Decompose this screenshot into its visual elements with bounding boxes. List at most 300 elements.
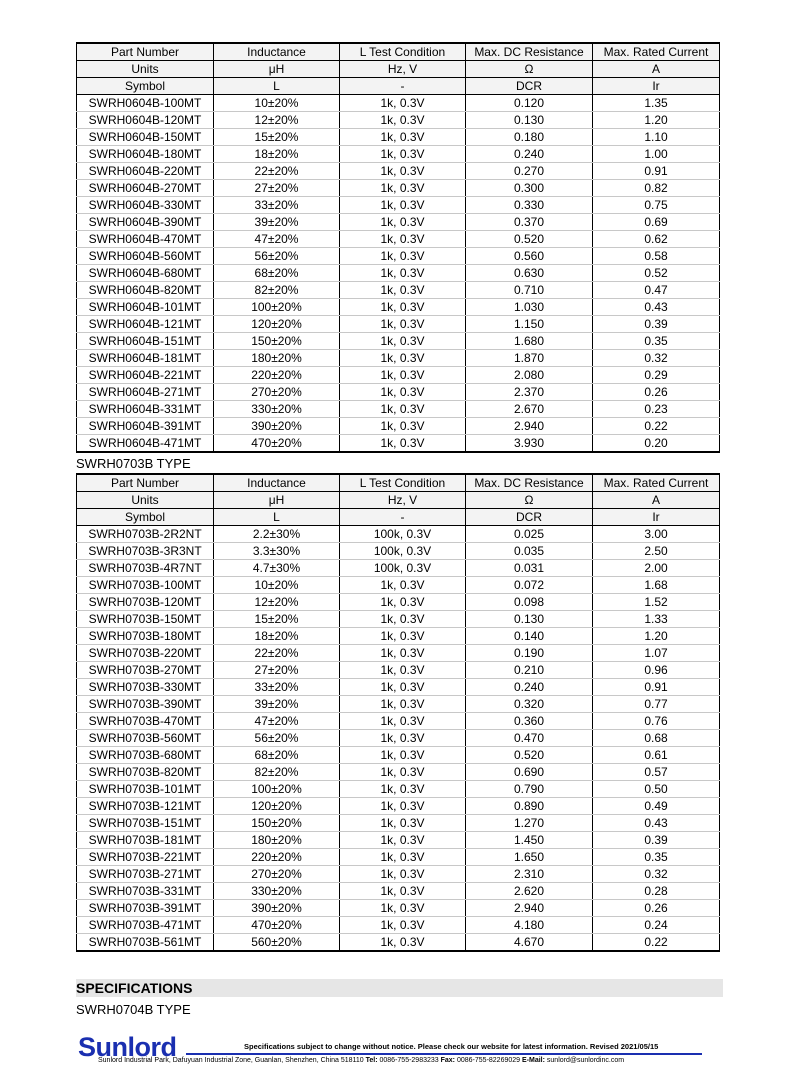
cell-dc-resistance: 1.680 [466, 333, 593, 350]
cell-rated-current: 0.22 [593, 418, 720, 435]
table-row [77, 129, 720, 146]
cell-inductance: 56±20% [214, 248, 340, 265]
spec-table-swrh0604b [76, 42, 720, 453]
fax-label: Fax: [440, 1057, 456, 1064]
cell-dc-resistance: 0.210 [466, 662, 593, 679]
cell-part-number: SWRH0703B-121MT [77, 798, 214, 815]
cell-part-number: SWRH0703B-560MT [77, 730, 214, 747]
cell-dc-resistance: 0.520 [466, 231, 593, 248]
cell-rated-current: 0.91 [593, 163, 720, 180]
cell-part-number: SWRH0604B-121MT [77, 316, 214, 333]
cell-rated-current: 0.20 [593, 435, 720, 453]
cell-l-test-condition: 1k, 0.3V [340, 265, 466, 282]
cell-rated-current: 1.20 [593, 112, 720, 129]
cell-rated-current: 0.32 [593, 866, 720, 883]
cell-rated-current: 0.49 [593, 798, 720, 815]
cell-l-test-condition: 1k, 0.3V [340, 214, 466, 231]
cell-dc-resistance: 1.450 [466, 832, 593, 849]
spec-sheet [76, 42, 719, 952]
email-label: E-Mail: [522, 1057, 545, 1064]
cell-rated-current: 0.50 [593, 781, 720, 798]
cell-inductance: 2.2±30% [214, 526, 340, 543]
cell-part-number: SWRH0604B-560MT [77, 248, 214, 265]
cell-part-number: SWRH0703B-180MT [77, 628, 214, 645]
symbol-dcr: DCR [466, 509, 593, 526]
table-row [77, 798, 720, 815]
header-row [77, 43, 720, 61]
cell-dc-resistance: 2.670 [466, 401, 593, 418]
cell-dc-resistance: 1.150 [466, 316, 593, 333]
cell-rated-current: 0.43 [593, 815, 720, 832]
cell-l-test-condition: 1k, 0.3V [340, 129, 466, 146]
units-row [77, 492, 720, 509]
cell-part-number: SWRH0703B-221MT [77, 849, 214, 866]
cell-l-test-condition: 1k, 0.3V [340, 815, 466, 832]
units-label: Units [77, 61, 214, 78]
cell-inductance: 22±20% [214, 645, 340, 662]
cell-inductance: 180±20% [214, 832, 340, 849]
table-row [77, 384, 720, 401]
table-row [77, 577, 720, 594]
table-row [77, 883, 720, 900]
table-row [77, 197, 720, 214]
cell-l-test-condition: 1k, 0.3V [340, 333, 466, 350]
cell-dc-resistance: 0.300 [466, 180, 593, 197]
cell-part-number: SWRH0604B-150MT [77, 129, 214, 146]
cell-l-test-condition: 1k, 0.3V [340, 112, 466, 129]
cell-rated-current: 0.68 [593, 730, 720, 747]
cell-dc-resistance: 4.180 [466, 917, 593, 934]
cell-dc-resistance: 2.310 [466, 866, 593, 883]
cell-rated-current: 0.26 [593, 900, 720, 917]
cell-part-number: SWRH0604B-181MT [77, 350, 214, 367]
cell-dc-resistance: 2.370 [466, 384, 593, 401]
cell-dc-resistance: 2.080 [466, 367, 593, 384]
cell-l-test-condition: 1k, 0.3V [340, 866, 466, 883]
cell-inductance: 390±20% [214, 900, 340, 917]
cell-l-test-condition: 1k, 0.3V [340, 764, 466, 781]
page-footer [76, 1030, 716, 1070]
cell-l-test-condition: 1k, 0.3V [340, 696, 466, 713]
cell-rated-current: 0.77 [593, 696, 720, 713]
cell-inductance: 12±20% [214, 594, 340, 611]
cell-l-test-condition: 1k, 0.3V [340, 832, 466, 849]
cell-l-test-condition: 1k, 0.3V [340, 730, 466, 747]
cell-dc-resistance: 0.270 [466, 163, 593, 180]
cell-inductance: 12±20% [214, 112, 340, 129]
cell-rated-current: 0.43 [593, 299, 720, 316]
table-row [77, 900, 720, 917]
footer-disclaimer: Specifications subject to change without notice. Please check our website for latest information. Revised 2021/05/15 [244, 1042, 659, 1051]
cell-rated-current: 0.91 [593, 679, 720, 696]
cell-dc-resistance: 0.031 [466, 560, 593, 577]
units-dcr: Ω [466, 61, 593, 78]
cell-l-test-condition: 1k, 0.3V [340, 679, 466, 696]
cell-l-test-condition: 1k, 0.3V [340, 367, 466, 384]
table-row [77, 367, 720, 384]
cell-part-number: SWRH0604B-331MT [77, 401, 214, 418]
cell-part-number: SWRH0604B-180MT [77, 146, 214, 163]
cell-part-number: SWRH0604B-271MT [77, 384, 214, 401]
cell-part-number: SWRH0703B-561MT [77, 934, 214, 952]
cell-part-number: SWRH0703B-120MT [77, 594, 214, 611]
cell-l-test-condition: 1k, 0.3V [340, 197, 466, 214]
table-row [77, 815, 720, 832]
cell-dc-resistance: 1.650 [466, 849, 593, 866]
table-row [77, 163, 720, 180]
cell-rated-current: 0.29 [593, 367, 720, 384]
cell-rated-current: 0.82 [593, 180, 720, 197]
cell-dc-resistance: 0.180 [466, 129, 593, 146]
cell-l-test-condition: 1k, 0.3V [340, 611, 466, 628]
cell-inductance: 330±20% [214, 401, 340, 418]
units-dcr: Ω [466, 492, 593, 509]
type-title-swrh0703b: SWRH0703B TYPE [76, 456, 191, 471]
cell-l-test-condition: 1k, 0.3V [340, 350, 466, 367]
cell-dc-resistance: 1.030 [466, 299, 593, 316]
cell-inductance: 470±20% [214, 917, 340, 934]
cell-rated-current: 0.22 [593, 934, 720, 952]
cell-inductance: 33±20% [214, 197, 340, 214]
cell-l-test-condition: 1k, 0.3V [340, 645, 466, 662]
units-current: A [593, 61, 720, 78]
table-row [77, 299, 720, 316]
cell-l-test-condition: 1k, 0.3V [340, 628, 466, 645]
table-row [77, 611, 720, 628]
table-row [77, 679, 720, 696]
cell-part-number: SWRH0604B-390MT [77, 214, 214, 231]
cell-part-number: SWRH0703B-271MT [77, 866, 214, 883]
cell-inductance: 15±20% [214, 129, 340, 146]
table-row [77, 95, 720, 112]
table-row [77, 832, 720, 849]
cell-rated-current: 1.68 [593, 577, 720, 594]
table-row [77, 435, 720, 453]
table-row [77, 764, 720, 781]
cell-inductance: 330±20% [214, 883, 340, 900]
cell-inductance: 68±20% [214, 747, 340, 764]
table-row [77, 628, 720, 645]
table-row [77, 730, 720, 747]
cell-inductance: 27±20% [214, 662, 340, 679]
cell-rated-current: 0.39 [593, 316, 720, 333]
units-l-test: Hz, V [340, 492, 466, 509]
cell-inductance: 150±20% [214, 815, 340, 832]
cell-dc-resistance: 0.630 [466, 265, 593, 282]
cell-dc-resistance: 2.940 [466, 418, 593, 435]
cell-l-test-condition: 1k, 0.3V [340, 435, 466, 453]
cell-part-number: SWRH0703B-101MT [77, 781, 214, 798]
header-l-test-condition: L Test Condition [340, 43, 466, 61]
cell-part-number: SWRH0604B-100MT [77, 95, 214, 112]
table-row [77, 350, 720, 367]
symbol-current: Ir [593, 509, 720, 526]
cell-l-test-condition: 1k, 0.3V [340, 662, 466, 679]
cell-part-number: SWRH0604B-391MT [77, 418, 214, 435]
symbol-label: Symbol [77, 78, 214, 95]
cell-inductance: 56±20% [214, 730, 340, 747]
table-row [77, 214, 720, 231]
symbol-l-test: - [340, 509, 466, 526]
cell-rated-current: 0.76 [593, 713, 720, 730]
cell-inductance: 120±20% [214, 798, 340, 815]
cell-part-number: SWRH0703B-270MT [77, 662, 214, 679]
cell-part-number: SWRH0604B-220MT [77, 163, 214, 180]
header-l-test-condition: L Test Condition [340, 474, 466, 492]
cell-l-test-condition: 100k, 0.3V [340, 560, 466, 577]
cell-rated-current: 0.35 [593, 849, 720, 866]
cell-part-number: SWRH0604B-101MT [77, 299, 214, 316]
cell-part-number: SWRH0703B-680MT [77, 747, 214, 764]
header-rated-current: Max. Rated Current [593, 474, 720, 492]
cell-part-number: SWRH0604B-151MT [77, 333, 214, 350]
table-row [77, 418, 720, 435]
units-current: A [593, 492, 720, 509]
cell-part-number: SWRH0703B-330MT [77, 679, 214, 696]
cell-l-test-condition: 1k, 0.3V [340, 917, 466, 934]
cell-dc-resistance: 0.240 [466, 679, 593, 696]
cell-part-number: SWRH0703B-390MT [77, 696, 214, 713]
cell-l-test-condition: 100k, 0.3V [340, 526, 466, 543]
units-label: Units [77, 492, 214, 509]
symbol-inductance: L [214, 509, 340, 526]
symbol-l-test: - [340, 78, 466, 95]
table-row [77, 662, 720, 679]
cell-dc-resistance: 0.320 [466, 696, 593, 713]
footer-divider [186, 1053, 702, 1055]
cell-rated-current: 1.00 [593, 146, 720, 163]
cell-l-test-condition: 1k, 0.3V [340, 146, 466, 163]
cell-inductance: 100±20% [214, 781, 340, 798]
cell-rated-current: 0.75 [593, 197, 720, 214]
cell-part-number: SWRH0703B-820MT [77, 764, 214, 781]
cell-l-test-condition: 1k, 0.3V [340, 594, 466, 611]
cell-part-number: SWRH0604B-820MT [77, 282, 214, 299]
cell-inductance: 10±20% [214, 577, 340, 594]
cell-l-test-condition: 1k, 0.3V [340, 883, 466, 900]
cell-dc-resistance: 0.120 [466, 95, 593, 112]
cell-dc-resistance: 0.025 [466, 526, 593, 543]
cell-inductance: 470±20% [214, 435, 340, 453]
table-row [77, 866, 720, 883]
cell-part-number: SWRH0604B-270MT [77, 180, 214, 197]
cell-rated-current: 0.24 [593, 917, 720, 934]
header-inductance: Inductance [214, 474, 340, 492]
address-text: Sunlord Industrial Park, Dafuyuan Industrial Zone, Guanlan, Shenzhen, China 518110 [98, 1057, 364, 1064]
cell-inductance: 120±20% [214, 316, 340, 333]
header-part-number: Part Number [77, 43, 214, 61]
cell-dc-resistance: 0.190 [466, 645, 593, 662]
symbol-inductance: L [214, 78, 340, 95]
cell-part-number: SWRH0703B-181MT [77, 832, 214, 849]
cell-rated-current: 1.20 [593, 628, 720, 645]
cell-dc-resistance: 0.330 [466, 197, 593, 214]
cell-rated-current: 0.61 [593, 747, 720, 764]
table-row [77, 781, 720, 798]
tel-number: 0086-755-2983233 [379, 1057, 439, 1064]
table-row [77, 316, 720, 333]
cell-inductance: 39±20% [214, 696, 340, 713]
cell-inductance: 220±20% [214, 849, 340, 866]
cell-rated-current: 2.00 [593, 560, 720, 577]
cell-rated-current: 0.52 [593, 265, 720, 282]
cell-rated-current: 0.26 [593, 384, 720, 401]
tel-label: Tel: [365, 1057, 378, 1064]
cell-l-test-condition: 1k, 0.3V [340, 849, 466, 866]
cell-dc-resistance: 0.520 [466, 747, 593, 764]
cell-dc-resistance: 0.690 [466, 764, 593, 781]
cell-l-test-condition: 1k, 0.3V [340, 282, 466, 299]
type-title-swrh0704b: SWRH0704B TYPE [76, 1002, 191, 1017]
units-inductance: μH [214, 61, 340, 78]
cell-inductance: 560±20% [214, 934, 340, 952]
cell-inductance: 47±20% [214, 231, 340, 248]
cell-dc-resistance: 0.560 [466, 248, 593, 265]
cell-part-number: SWRH0703B-2R2NT [77, 526, 214, 543]
cell-rated-current: 0.57 [593, 764, 720, 781]
cell-inductance: 27±20% [214, 180, 340, 197]
table-row [77, 696, 720, 713]
cell-l-test-condition: 1k, 0.3V [340, 747, 466, 764]
cell-rated-current: 0.96 [593, 662, 720, 679]
cell-rated-current: 0.58 [593, 248, 720, 265]
cell-dc-resistance: 0.370 [466, 214, 593, 231]
cell-dc-resistance: 4.670 [466, 934, 593, 952]
table-row [77, 594, 720, 611]
symbol-current: Ir [593, 78, 720, 95]
symbol-row [77, 509, 720, 526]
table-row [77, 231, 720, 248]
cell-inductance: 3.3±30% [214, 543, 340, 560]
cell-dc-resistance: 0.072 [466, 577, 593, 594]
table-row [77, 917, 720, 934]
cell-dc-resistance: 0.035 [466, 543, 593, 560]
cell-inductance: 270±20% [214, 866, 340, 883]
cell-dc-resistance: 2.620 [466, 883, 593, 900]
table-row [77, 112, 720, 129]
table-row [77, 543, 720, 560]
cell-dc-resistance: 0.098 [466, 594, 593, 611]
cell-l-test-condition: 1k, 0.3V [340, 95, 466, 112]
cell-l-test-condition: 1k, 0.3V [340, 798, 466, 815]
table-row [77, 849, 720, 866]
cell-l-test-condition: 1k, 0.3V [340, 781, 466, 798]
table-row [77, 146, 720, 163]
header-dc-resistance: Max. DC Resistance [466, 43, 593, 61]
cell-part-number: SWRH0604B-120MT [77, 112, 214, 129]
cell-inductance: 68±20% [214, 265, 340, 282]
table-row [77, 645, 720, 662]
cell-inductance: 10±20% [214, 95, 340, 112]
cell-l-test-condition: 1k, 0.3V [340, 299, 466, 316]
cell-part-number: SWRH0703B-220MT [77, 645, 214, 662]
table-body-swrh0703b [77, 526, 720, 952]
cell-dc-resistance: 3.930 [466, 435, 593, 453]
cell-inductance: 270±20% [214, 384, 340, 401]
header-rated-current: Max. Rated Current [593, 43, 720, 61]
sunlord-logo: Sunlord [78, 1032, 177, 1062]
cell-dc-resistance: 0.710 [466, 282, 593, 299]
symbol-dcr: DCR [466, 78, 593, 95]
cell-l-test-condition: 1k, 0.3V [340, 384, 466, 401]
cell-rated-current: 3.00 [593, 526, 720, 543]
cell-part-number: SWRH0703B-150MT [77, 611, 214, 628]
cell-part-number: SWRH0703B-470MT [77, 713, 214, 730]
cell-dc-resistance: 0.130 [466, 112, 593, 129]
cell-l-test-condition: 1k, 0.3V [340, 163, 466, 180]
symbol-label: Symbol [77, 509, 214, 526]
symbol-row [77, 78, 720, 95]
cell-l-test-condition: 1k, 0.3V [340, 577, 466, 594]
table-row [77, 526, 720, 543]
cell-inductance: 18±20% [214, 628, 340, 645]
cell-rated-current: 0.23 [593, 401, 720, 418]
cell-inductance: 47±20% [214, 713, 340, 730]
cell-dc-resistance: 0.140 [466, 628, 593, 645]
cell-l-test-condition: 1k, 0.3V [340, 900, 466, 917]
table-row [77, 265, 720, 282]
cell-part-number: SWRH0703B-471MT [77, 917, 214, 934]
cell-inductance: 15±20% [214, 611, 340, 628]
header-part-number: Part Number [77, 474, 214, 492]
cell-rated-current: 1.07 [593, 645, 720, 662]
table-row [77, 934, 720, 952]
cell-l-test-condition: 1k, 0.3V [340, 401, 466, 418]
cell-dc-resistance: 0.130 [466, 611, 593, 628]
cell-part-number: SWRH0703B-391MT [77, 900, 214, 917]
cell-rated-current: 0.39 [593, 832, 720, 849]
cell-part-number: SWRH0604B-471MT [77, 435, 214, 453]
table-row [77, 333, 720, 350]
cell-part-number: SWRH0703B-331MT [77, 883, 214, 900]
table-row [77, 248, 720, 265]
cell-l-test-condition: 1k, 0.3V [340, 316, 466, 333]
units-row [77, 61, 720, 78]
email-address: sunlord@sunlordinc.com [546, 1057, 625, 1064]
header-inductance: Inductance [214, 43, 340, 61]
cell-inductance: 22±20% [214, 163, 340, 180]
cell-inductance: 33±20% [214, 679, 340, 696]
cell-inductance: 220±20% [214, 367, 340, 384]
cell-rated-current: 0.69 [593, 214, 720, 231]
cell-dc-resistance: 1.270 [466, 815, 593, 832]
footer-address [98, 1057, 624, 1064]
cell-inductance: 150±20% [214, 333, 340, 350]
table-row [77, 282, 720, 299]
table-row [77, 180, 720, 197]
table-body-swrh0604b [77, 95, 720, 453]
cell-inductance: 180±20% [214, 350, 340, 367]
cell-inductance: 82±20% [214, 764, 340, 781]
cell-l-test-condition: 1k, 0.3V [340, 231, 466, 248]
cell-l-test-condition: 1k, 0.3V [340, 180, 466, 197]
cell-rated-current: 1.35 [593, 95, 720, 112]
cell-rated-current: 0.32 [593, 350, 720, 367]
cell-dc-resistance: 0.240 [466, 146, 593, 163]
cell-inductance: 390±20% [214, 418, 340, 435]
cell-dc-resistance: 2.940 [466, 900, 593, 917]
cell-inductance: 82±20% [214, 282, 340, 299]
cell-rated-current: 1.33 [593, 611, 720, 628]
units-inductance: μH [214, 492, 340, 509]
cell-part-number: SWRH0703B-4R7NT [77, 560, 214, 577]
cell-inductance: 4.7±30% [214, 560, 340, 577]
cell-l-test-condition: 1k, 0.3V [340, 713, 466, 730]
table-row [77, 401, 720, 418]
header-row [77, 474, 720, 492]
cell-inductance: 100±20% [214, 299, 340, 316]
cell-dc-resistance: 1.870 [466, 350, 593, 367]
